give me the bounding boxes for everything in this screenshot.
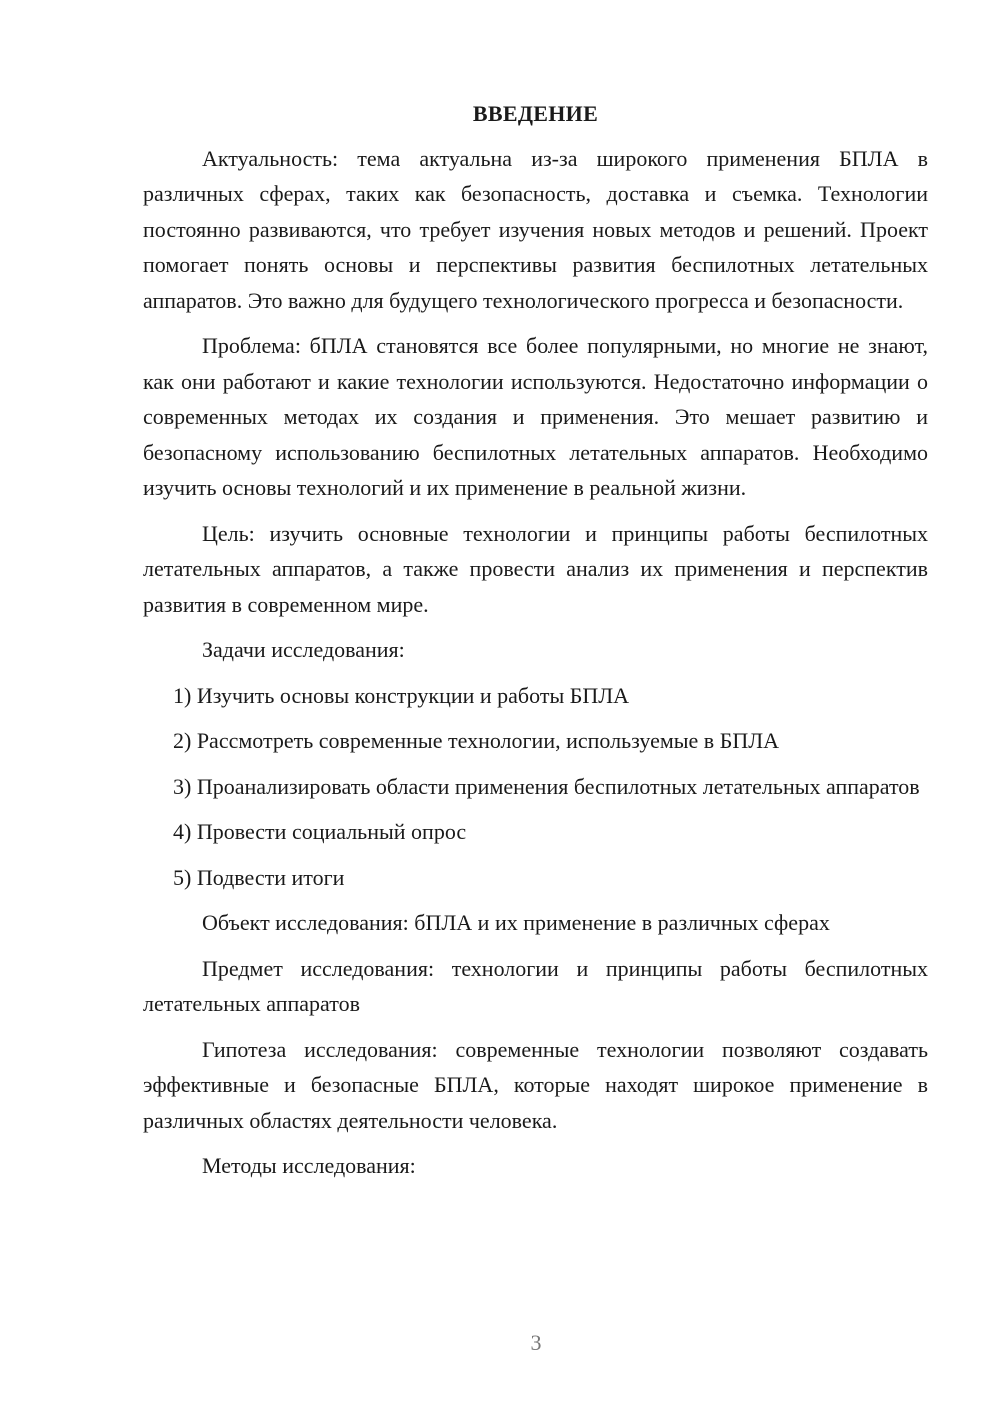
paragraph-subject: Предмет исследования: технологии и принципы работы беспилотных летательных аппаратов xyxy=(143,955,928,1016)
document-body xyxy=(143,96,928,1194)
task-item: 2) Рассмотреть современные технологии, используемые в БПЛА xyxy=(173,728,780,753)
paragraph-problem: Проблема: бПЛА становятся все более популярными, но многие не знают, как они работают и какие технологии используются. Недостаточно информации о современных методах их создания и применения. Это мешает развитию и безопасному использованию беспилотных летательных аппаратов. Необходимо изучить основы технологий и их применение в реальной жизни. xyxy=(143,333,928,500)
paragraph-goal: Цель: изучить основные технологии и принципы работы беспилотных летательных аппаратов, а также провести анализ их применения и перспектив развития в современном мире. xyxy=(143,520,928,617)
task-item: 5) Подвести итоги xyxy=(173,864,345,890)
task-item: 3) Проанализировать области применения беспилотных летательных аппаратов xyxy=(173,773,920,799)
section-title: ВВЕДЕНИЕ xyxy=(472,101,599,126)
paragraph-methods: Методы исследования: xyxy=(202,1153,416,1178)
paragraph-tasks-heading: Задачи исследования: xyxy=(202,637,405,662)
paragraph-object: Объект исследования: бПЛА и их применение в различных сферах xyxy=(202,910,830,935)
task-item: 1) Изучить основы конструкции и работы БПЛА xyxy=(173,682,630,708)
paragraph-relevance: Актуальность: тема актуальна из-за широкого применения БПЛА в различных сферах, таких как безопасность, доставка и съемка. Технологии постоянно развиваются, что требует изучения новых методов и решений. Проект помогает понять основы и перспективы развития беспилотных летательных аппаратов. Это важно для будущего технологического прогресса и безопасности. xyxy=(143,145,928,313)
page-number: 3 xyxy=(530,1330,542,1355)
paragraph-hypothesis: Гипотеза исследования: современные технологии позволяют создавать эффективные и безопасные БПЛА, которые находят широкое применение в различных областях деятельности человека. xyxy=(143,1036,928,1133)
task-item: 4) Провести социальный опрос xyxy=(173,819,467,844)
